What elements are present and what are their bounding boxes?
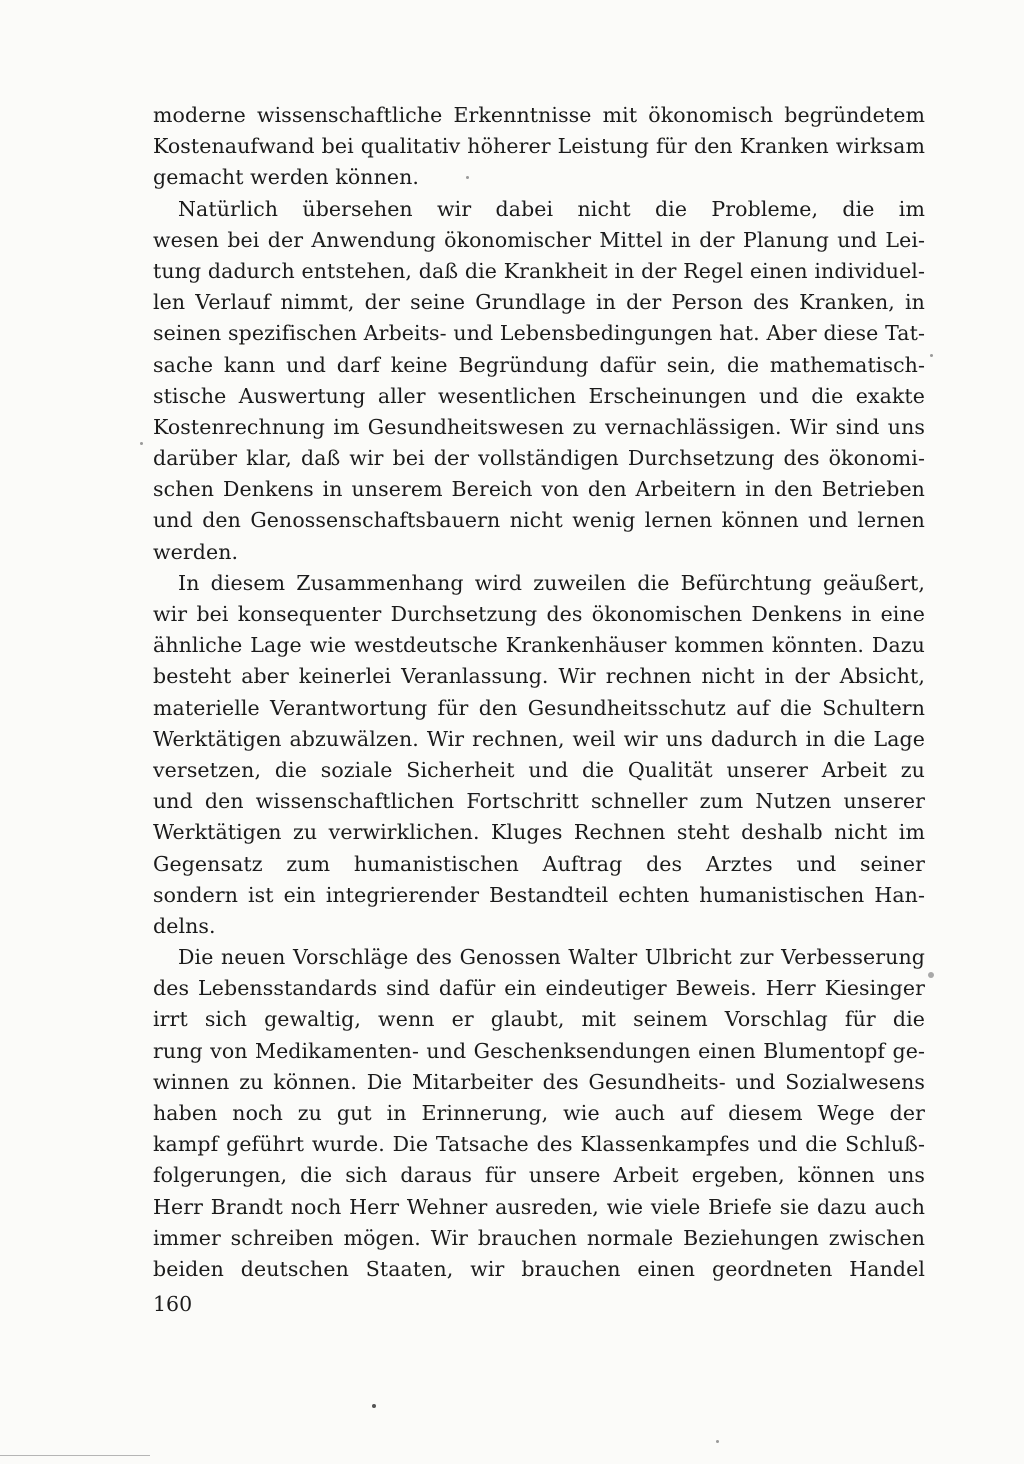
text-line: Kostenaufwand bei qualitativ höherer Leistung für den Kranken wirksam: [153, 134, 925, 159]
text-line: sondern ist ein integrierender Bestandteil echten humanistischen Han-: [153, 882, 925, 907]
text-line: haben noch zu gut in Erinnerung, wie auch auf diesem Wege der: [153, 1101, 925, 1125]
paragraph: [153, 100, 925, 194]
text-line: wesen bei der Anwendung ökonomischer Mittel in der Planung und Lei-: [153, 227, 925, 252]
page-number: 160: [153, 1292, 193, 1316]
text-line: winnen zu können. Die Mitarbeiter des Gesundheits- und Sozialwesens: [153, 1069, 925, 1094]
text-line: beiden deutschen Staaten, wir brauchen einen geordneten Handel: [153, 1256, 925, 1281]
paragraph: [153, 194, 925, 568]
scan-speck: [466, 176, 469, 179]
text-line: Werktätigen zu verwirklichen. Kluges Rechnen steht deshalb nicht im: [153, 820, 925, 845]
text-line: delns.: [153, 913, 216, 938]
text-line: versetzen, die soziale Sicherheit und die Qualität unserer Arbeit zu: [153, 757, 925, 782]
text-line: len Verlauf nimmt, der seine Grundlage in der Person des Kranken, in: [153, 290, 925, 315]
text-line: In diesem Zusammenhang wird zuweilen die Befürchtung geäußert,: [178, 570, 925, 595]
text-line: schen Denkens in unserem Bereich von den Arbeitern in den Betrieben: [153, 477, 925, 502]
text-line: des Lebensstandards sind dafür ein eindeutiger Beweis. Herr Kiesinger: [153, 976, 925, 1001]
text-line: materielle Verantwortung für den Gesundheitsschutz auf die Schultern: [153, 695, 925, 720]
text-line: und den wissenschaftlichen Fortschritt schneller zum Nutzen unserer: [153, 789, 925, 814]
paragraph: [153, 568, 925, 942]
text-line: Natürlich übersehen wir dabei nicht die Probleme, die im: [178, 196, 925, 221]
text-line: Werktätigen abzuwälzen. Wir rechnen, weil wir uns dadurch in die Lage: [153, 726, 925, 751]
text-line: sache kann und darf keine Begründung dafür sein, die mathematisch-: [153, 352, 925, 377]
paragraph: [153, 942, 925, 1285]
scan-speck: [930, 354, 933, 357]
text-line: Die neuen Vorschläge des Genossen Walter Ulbricht zur Verbesserung: [178, 945, 925, 970]
text-line: wir bei konsequenter Durchsetzung des ökonomischen Denkens in eine: [153, 602, 925, 626]
text-line: immer schreiben mögen. Wir brauchen normale Beziehungen zwischen: [153, 1225, 925, 1250]
text-line: und den Genossenschaftsbauern nicht wenig lernen können und lernen: [153, 508, 925, 533]
scan-speck: [928, 972, 934, 978]
text-line: ähnliche Lage wie westdeutsche Krankenhäuser kommen könnten. Dazu: [153, 633, 925, 658]
text-line: folgerungen, die sich daraus für unsere Arbeit ergeben, können uns: [153, 1163, 925, 1188]
text-line: gemacht werden können.: [153, 165, 420, 190]
text-line: kampf geführt wurde. Die Tatsache des Klassenkampfes und die Schluß-: [153, 1132, 925, 1157]
body-text: [153, 100, 925, 1285]
text-line: Gegensatz zum humanistischen Auftrag des Arztes und seiner: [153, 851, 925, 876]
scan-speck: [716, 1440, 719, 1443]
scan-edge-line: [0, 1455, 150, 1456]
scan-speck: [140, 442, 143, 445]
text-line: moderne wissenschaftliche Erkenntnisse mit ökonomisch begründetem: [153, 103, 925, 127]
text-line: tung dadurch entstehen, daß die Krankheit in der Regel einen individuel-: [153, 258, 925, 283]
scan-speck: [372, 1404, 376, 1408]
text-line: irrt sich gewaltig, wenn er glaubt, mit seinem Vorschlag für die: [153, 1007, 925, 1032]
text-line: seinen spezifischen Arbeits- und Lebensbedingungen hat. Aber diese Tat-: [153, 321, 925, 346]
text-line: werden.: [153, 539, 239, 564]
text-line: stische Auswertung aller wesentlichen Erscheinungen und die exakte: [153, 383, 925, 408]
text-line: Kostenrechnung im Gesundheitswesen zu vernachlässigen. Wir sind uns: [153, 414, 925, 439]
text-line: darüber klar, daß wir bei der vollständigen Durchsetzung des ökonomi-: [153, 446, 925, 471]
text-line: Herr Brandt noch Herr Wehner ausreden, wie viele Briefe sie dazu auch: [153, 1194, 925, 1219]
text-line: besteht aber keinerlei Veranlassung. Wir rechnen nicht in der Absicht,: [153, 664, 925, 689]
text-line: rung von Medikamenten- und Geschenksendungen einen Blumentopf ge-: [153, 1038, 925, 1063]
